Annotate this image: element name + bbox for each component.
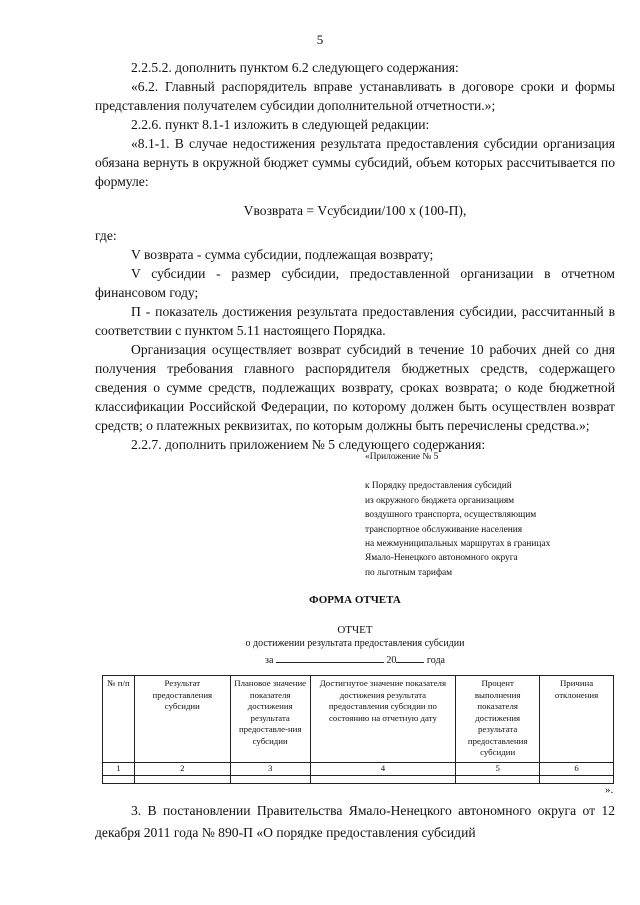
table-header-row: [103, 676, 614, 763]
paragraph-8-1-1: «8.1-1. В случае недостижения результата предоставления субсидии организация обязана вернуть в окружной бюджет суммы субсидий, объем которых рассчитывается по формуле:: [95, 136, 615, 189]
empty-cell: [310, 775, 456, 783]
paragraph-refund-procedure: Организация осуществляет возврат субсидий в течение 10 рабочих дней со дня получения требования главного распорядителя бюджетных средств, содержащего сведения о сумме средств, подлежащих возврату, сроках возврата; о коде бюджетной классификации Российской Федерации, по которому должен быть осуществлен возврат средств; о платежных реквизитах, по которым должны быть перечислены средства.»;: [95, 342, 615, 433]
empty-cell: [103, 775, 135, 783]
report-subtitle: о достижении результата предоставления субсидии: [245, 638, 465, 649]
table-header-cell: № п/п: [103, 676, 135, 763]
column-number: 2: [134, 763, 230, 776]
report-table: [102, 675, 614, 784]
period-suffix: года: [426, 655, 445, 666]
appendix-line: воздушного транспорта, осуществляющим: [365, 510, 537, 521]
period-year: 20: [386, 655, 397, 666]
where-label: где:: [95, 228, 117, 243]
table-header-cell: Плановое значение показателя достижения результата предоставле-ния субсидии: [230, 676, 310, 763]
appendix-title: «Приложение № 5: [365, 452, 439, 462]
table-header-cell: Процент выполнения показателя достижения результата предоставления субсидии: [456, 676, 540, 763]
table-empty-row: [103, 775, 614, 783]
form-heading: ФОРМА ОТЧЕТА: [309, 594, 401, 606]
column-number: 3: [230, 763, 310, 776]
closing-quote-mark: ».: [605, 784, 614, 796]
period-prefix: за: [265, 655, 274, 666]
paragraph-3: 3. В постановлении Правительства Ямало-Ненецкого автономного округа от 12 декабря 2011 года № 890-П «О порядке предоставления субсидий: [95, 803, 615, 840]
definition-v-subsidy: V субсидии - размер субсидии, предоставленной организации в отчетном финансовом году;: [95, 266, 615, 300]
empty-cell: [456, 775, 540, 783]
report-period: [0, 652, 640, 666]
document-body-continued: [95, 800, 615, 844]
empty-cell: [230, 775, 310, 783]
paragraph-2-2-6: 2.2.6. пункт 8.1-1 изложить в следующей редакции:: [131, 117, 430, 132]
table-header-cell: Достигнутое значение показателя достижения результата предоставления субсидии по состоянию на отчетную дату: [310, 676, 456, 763]
appendix-line: Ямало-Ненецкого автономного округа: [365, 553, 518, 564]
refund-formula: Vвозврата = Vсубсидии/100 x (100-П),: [243, 203, 467, 218]
paragraph-2-2-7: 2.2.7. дополнить приложением № 5 следующего содержания:: [131, 437, 486, 452]
appendix-line: по льготным тарифам: [365, 567, 453, 578]
year-blank-field: [396, 652, 424, 663]
column-number: 4: [310, 763, 456, 776]
table-header-cell: Причина отклонения: [540, 676, 614, 763]
column-number: 6: [540, 763, 614, 776]
empty-cell: [134, 775, 230, 783]
paragraph-6-2: «6.2. Главный распорядитель вправе устанавливать в договоре сроки и формы представления получателем субсидии дополнительной отчетности.»;: [95, 79, 615, 113]
column-number: 1: [103, 763, 135, 776]
document-body: [95, 58, 615, 454]
appendix-block: [365, 450, 615, 580]
appendix-line: к Порядку предоставления субсидий: [365, 481, 512, 492]
appendix-line: транспортное обслуживание населения: [365, 524, 523, 535]
report-title: ОТЧЕТ: [337, 624, 373, 636]
column-number: 5: [456, 763, 540, 776]
page-number: 5: [316, 32, 324, 47]
appendix-line: из окружного бюджета организациям: [365, 495, 515, 506]
paragraph-2-2-5-2: 2.2.5.2. дополнить пунктом 6.2 следующего содержания:: [131, 60, 459, 75]
empty-cell: [540, 775, 614, 783]
appendix-line: на межмуниципальных маршрутах в границах: [365, 539, 551, 550]
definition-v-refund: V возврата - сумма субсидии, подлежащая возврату;: [131, 247, 434, 262]
table-number-row: [103, 763, 614, 776]
table-header-cell: Результат предоставления субсидии: [134, 676, 230, 763]
definition-p: П - показатель достижения результата предоставления субсидии, рассчитанный в соответствии с пунктом 5.11 настоящего Порядка.: [95, 304, 615, 338]
period-blank-field: [276, 652, 384, 663]
